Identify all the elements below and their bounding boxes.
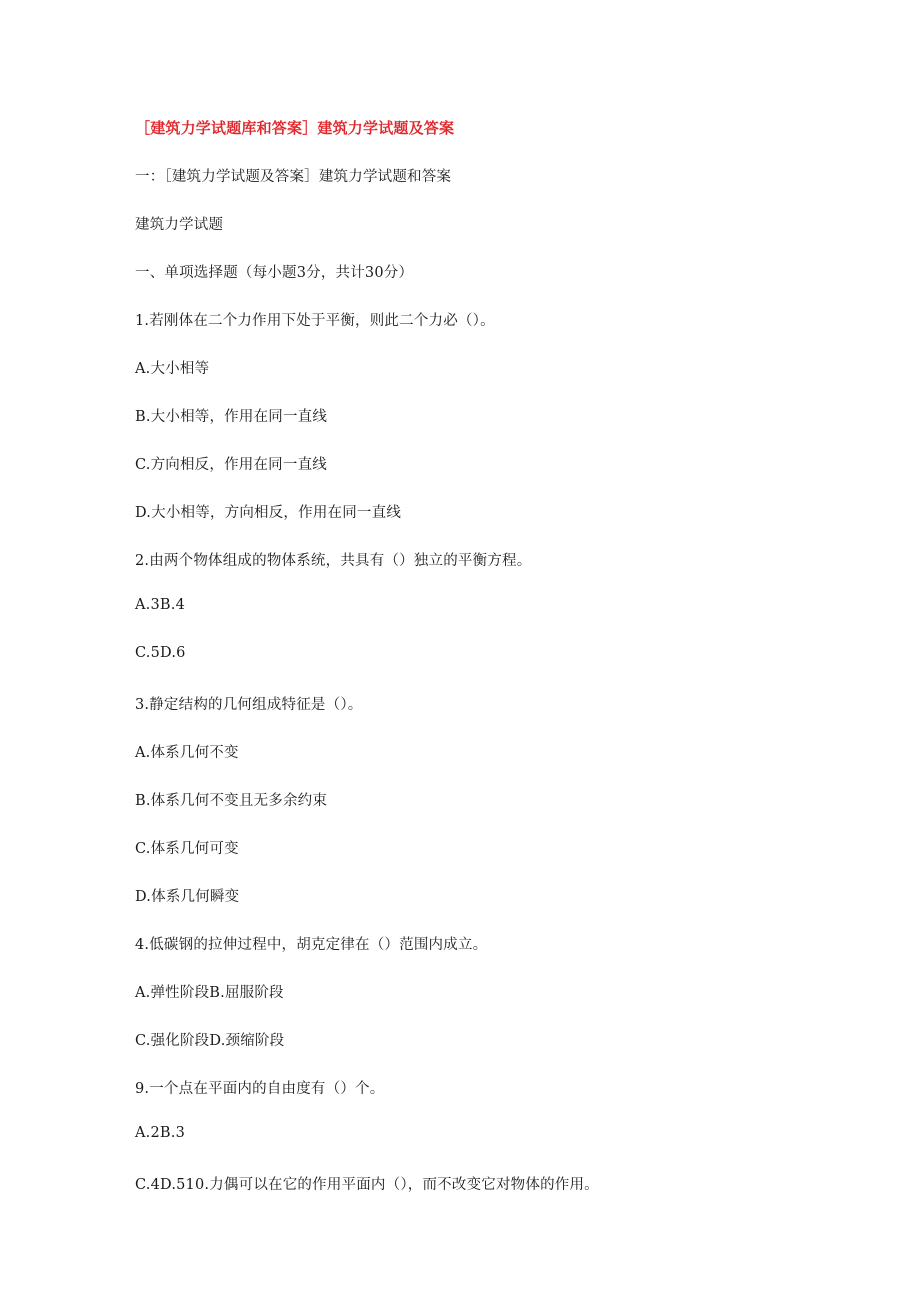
subtitle: 建筑力学试题 (135, 217, 224, 233)
q3-option-c: C.体系几何可变 (135, 841, 239, 857)
question-4: 4.低碳钢的拉伸过程中，胡克定律在（）范围内成立。 (135, 937, 488, 953)
q9-options-cd-question-10: C.4D.510.力偶可以在它的作用平面内（），而不改变它对物体的作用。 (135, 1177, 599, 1193)
section-instructions: 一、单项选择题（每小题3分，共计30分） (135, 265, 414, 281)
q4-options-cd: C.强化阶段D.颈缩阶段 (135, 1033, 285, 1049)
q3-option-d: D.体系几何瞬变 (135, 889, 240, 905)
question-2: 2.由两个物体组成的物体系统，共具有（）独立的平衡方程。 (135, 553, 532, 569)
question-1: 1.若刚体在二个力作用下处于平衡，则此二个力必（）。 (135, 313, 495, 329)
question-9: 9.一个点在平面内的自由度有（）个。 (135, 1081, 385, 1097)
document-title: ［建筑力学试题库和答案］建筑力学试题及答案 (135, 119, 455, 137)
q9-options-ab: A.2B.3 (135, 1125, 185, 1141)
question-3: 3.静定结构的几何组成特征是（）。 (135, 697, 363, 713)
q2-options-ab: A.3B.4 (135, 597, 185, 613)
q4-options-ab: A.弹性阶段B.屈服阶段 (135, 985, 284, 1001)
q3-option-a: A.体系几何不变 (135, 745, 239, 761)
section-heading: 一：［建筑力学试题及答案］建筑力学试题和答案 (135, 169, 452, 185)
q1-option-a: A.大小相等 (135, 361, 210, 377)
q2-options-cd: C.5D.6 (135, 645, 186, 661)
q3-option-b: B.体系几何不变且无多余约束 (135, 793, 328, 809)
q1-option-b: B.大小相等，作用在同一直线 (135, 409, 328, 425)
q1-option-c: C.方向相反，作用在同一直线 (135, 457, 327, 473)
q1-option-d: D.大小相等，方向相反，作用在同一直线 (135, 505, 402, 521)
